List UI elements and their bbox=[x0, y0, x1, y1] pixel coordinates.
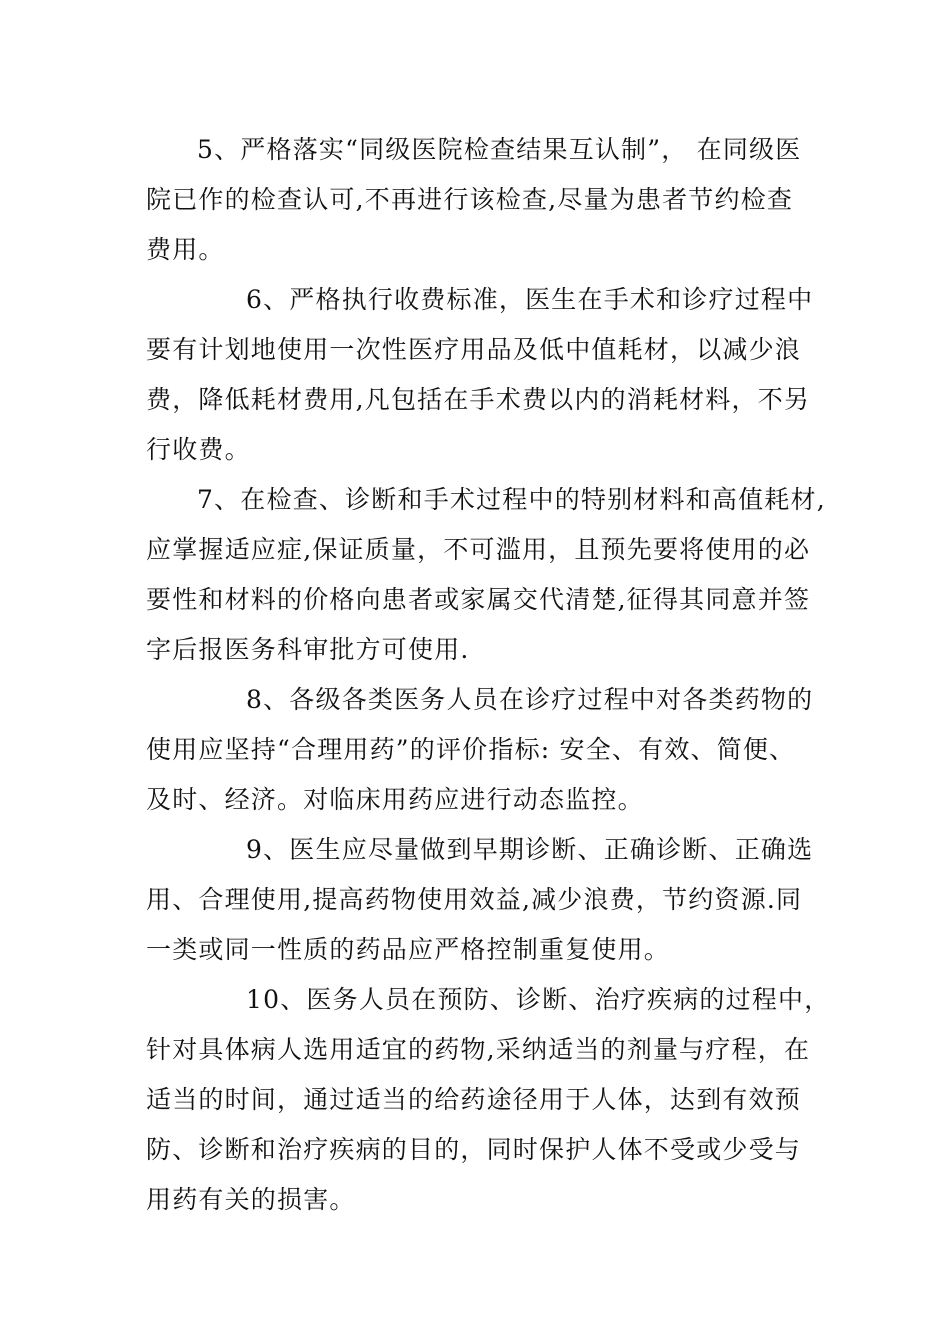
paragraph-7-line-2: 应掌握适应症,保证质量，不可滥用，且预先要将使用的必 bbox=[146, 535, 811, 564]
paragraph-10-line-5: 用药有关的损害。 bbox=[146, 1185, 356, 1214]
paragraph-5-line-3: 费用。 bbox=[146, 235, 225, 264]
paragraph-7-line-4: 字后报医务科审批方可使用. bbox=[146, 635, 470, 664]
paragraph-10-line-3: 适当的时间，通过适当的给药途径用于人体，达到有效预 bbox=[146, 1085, 802, 1114]
paragraph-7-line-3: 要性和材料的价格向患者或家属交代清楚,征得其同意并签 bbox=[146, 585, 811, 614]
paragraph-9-line-2: 用、合理使用,提高药物使用效益,减少浪费，节约资源.同 bbox=[146, 885, 803, 914]
paragraph-10-line-4: 防、诊断和治疗疾病的目的，同时保护人体不受或少受与 bbox=[146, 1135, 802, 1164]
paragraph-5-line-1: 5、严格落实“同级医院检查结果互认制”， 在同级医 bbox=[197, 135, 802, 164]
paragraph-6-line-1: 6、严格执行收费标准，医生在手术和诊疗过程中 bbox=[246, 285, 814, 314]
paragraph-10-line-1: 10、医务人员在预防、诊断、治疗疾病的过程中， bbox=[246, 985, 831, 1014]
paragraph-9-line-3: 一类或同一性质的药品应严格控制重复使用。 bbox=[146, 935, 671, 964]
paragraph-7-line-1: 7、在检查、诊断和手术过程中的特别材料和高值耗材, bbox=[197, 485, 826, 514]
paragraph-8-line-1: 8、各级各类医务人员在诊疗过程中对各类药物的 bbox=[246, 685, 814, 714]
paragraph-8-line-2: 使用应坚持“合理用药”的评价指标: 安全、有效、简便、 bbox=[146, 735, 796, 764]
paragraph-6-line-2: 要有计划地使用一次性医疗用品及低中值耗材，以减少浪 bbox=[146, 335, 802, 364]
paragraph-6-line-3: 费，降低耗材费用,凡包括在手术费以内的消耗材料，不另 bbox=[146, 385, 811, 414]
paragraph-8-line-3: 及时、经济。对临床用药应进行动态监控。 bbox=[146, 785, 644, 814]
paragraph-10-line-2: 针对具体病人选用适宜的药物,采纳适当的剂量与疗程，在 bbox=[146, 1035, 811, 1064]
paragraph-9-line-1: 9、医生应尽量做到早期诊断、正确诊断、正确选 bbox=[246, 835, 814, 864]
paragraph-5-line-2: 院已作的检查认可,不再进行该检查,尽量为患者节约检查 bbox=[146, 185, 794, 214]
paragraph-6-line-4: 行收费。 bbox=[146, 435, 251, 464]
